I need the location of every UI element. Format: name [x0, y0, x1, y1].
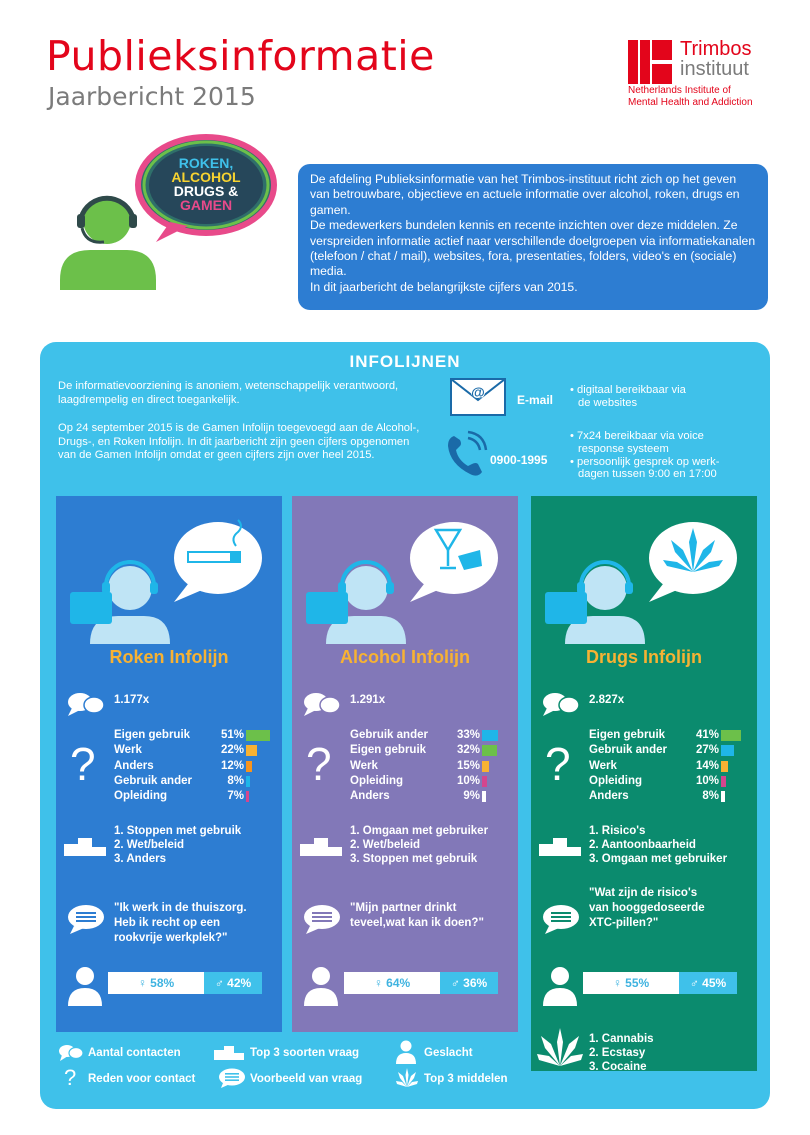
- substance-item: 1. Cannabis: [589, 1033, 654, 1045]
- substance-item: 3. Cocaine: [589, 1061, 647, 1073]
- reason-bar: [246, 745, 257, 756]
- email-bullets: [570, 384, 686, 410]
- reason-percentage: 22%: [220, 744, 244, 757]
- hero-illustration: [60, 130, 300, 320]
- reason-label: Opleiding: [114, 790, 168, 803]
- legend-contacts: Aantal contacten: [88, 1047, 181, 1059]
- reason-row: [589, 743, 719, 758]
- roken-gender-split: [108, 972, 276, 994]
- top3-item: 3. Omgaan met gebruiker: [589, 853, 728, 865]
- roken-example-question: [114, 901, 274, 946]
- svg-text:@: @: [471, 384, 485, 400]
- phone-bullet-2: response systeem: [578, 442, 669, 455]
- substance-item: 2. Ecstasy: [589, 1047, 646, 1059]
- drugs-gender-split: [583, 972, 751, 994]
- top3-item: 2. Wet/beleid: [114, 839, 185, 851]
- question-mark-icon: [306, 738, 332, 790]
- phone-bullet-4: dagen tussen 9:00 en 17:00: [578, 468, 717, 481]
- infolijnen-gamen-note: Op 24 september 2015 is de Gamen Infolijn toegevoegd aan de Alcohol-, Drugs-, en Roken Infolijn. In dit jaarbericht zijn geen cijfers opgenomen van de Gamen Infolijn omdat er geen cijfers zijn over heel 2015.: [58, 422, 420, 462]
- cannabis-speech-bubble-icon: [649, 522, 737, 602]
- quote-line: "Ik werk in de thuiszorg.: [114, 902, 247, 914]
- legend-example: Voorbeeld van vraag: [250, 1073, 363, 1085]
- drugs-operator-illustration: [545, 514, 741, 644]
- reason-percentage: 7%: [227, 790, 244, 803]
- quote-line: "Wat zijn de risico's: [589, 887, 698, 899]
- reason-bar: [721, 745, 734, 756]
- reason-bar: [246, 730, 270, 741]
- reason-row: [350, 728, 480, 743]
- reason-percentage: 9%: [463, 790, 480, 803]
- person-icon: [543, 966, 577, 1006]
- top3-item: 2. Aantoonbaarheid: [589, 839, 696, 851]
- roken-contacts-count: 1.177x: [114, 694, 150, 706]
- phone-label: 0900-1995: [490, 453, 548, 467]
- person-icon: [68, 966, 102, 1006]
- infolijnen-description: De informatievoorziening is anoniem, wetenschappelijk verantwoord, laagdrempelig en direct toegankelijk.: [58, 380, 399, 406]
- top3-item: 1. Stoppen met gebruik: [114, 825, 242, 837]
- cigarette-speech-bubble-icon: [174, 520, 262, 602]
- reason-label: Anders: [114, 759, 154, 772]
- top3-item: 3. Stoppen met gebruik: [350, 853, 478, 865]
- example-question-icon: [541, 904, 581, 934]
- intro-paragraph-2: De medewerkers bundelen kennis en recente inzichten over deze middelen. Ze verspreiden informatie actief naar verschillende doelgroepen via informatiekanalen (telefoon / chat / mail), websites, fora, presentaties, folders, video's en (sociale) media.: [310, 218, 756, 279]
- reason-label: Opleiding: [350, 774, 404, 787]
- page-title: Publieksinformatie: [46, 32, 435, 80]
- reason-bar: [482, 791, 486, 802]
- reason-row: [350, 743, 480, 758]
- reason-percentage: 8%: [702, 790, 719, 803]
- reason-percentage: 10%: [456, 774, 480, 787]
- logo-name-line1: Trimbos: [680, 38, 752, 60]
- reason-label: Eigen gebruik: [114, 729, 191, 741]
- reason-row: [350, 759, 480, 774]
- email-icon: [450, 378, 506, 416]
- top3-item: 1. Risico's: [589, 825, 646, 837]
- logo-sub-line2: Mental Health and Addiction: [628, 97, 753, 108]
- question-mark-icon: [70, 738, 96, 790]
- reason-bar: [482, 776, 487, 787]
- reason-label: Gebruik ander: [114, 774, 192, 787]
- legend-reason: Reden voor contact: [88, 1073, 196, 1085]
- reason-bar: [482, 745, 497, 756]
- reason-row: [114, 774, 244, 789]
- trimbos-logo-mark: [628, 40, 672, 84]
- roken-infolijn-title: Roken Infolijn: [109, 647, 229, 667]
- reason-percentage: 8%: [227, 774, 244, 787]
- reason-percentage: 32%: [456, 744, 480, 757]
- quote-line: Heb ik recht op een: [114, 917, 221, 929]
- male-share: ♂ 42%: [204, 972, 262, 994]
- reason-percentage: 33%: [456, 729, 480, 741]
- phone-bullet-3: • persoonlijk gesprek op werk-: [570, 455, 720, 468]
- intro-paragraph-3: In dit jaarbericht de belangrijkste cijfers van 2015.: [310, 279, 578, 294]
- drugs-infolijn-title: Drugs Infolijn: [586, 647, 702, 667]
- logo-name-line2: instituut: [680, 58, 749, 80]
- top3-item: 2. Wet/beleid: [350, 839, 421, 851]
- reason-bar: [482, 730, 498, 741]
- headset-person-icon: [60, 196, 156, 290]
- contacts-icon: [302, 692, 342, 716]
- podium-icon: [539, 838, 583, 856]
- logo-sub-line1: Netherlands Institute of: [628, 85, 731, 96]
- logo-subtitle: [628, 85, 788, 109]
- headset-person-icon: [306, 562, 406, 644]
- quote-line: van hooggedoseerde: [589, 902, 705, 914]
- reason-percentage: 14%: [695, 759, 719, 772]
- person-icon: [396, 1040, 416, 1064]
- cannabis-leaf-icon: [537, 1028, 583, 1068]
- reason-bar: [246, 791, 249, 802]
- operator-illustration: [60, 130, 300, 320]
- badge-line-1: ROKEN,: [178, 155, 234, 171]
- drugs-top3-substances: [589, 1032, 654, 1074]
- svg-text:?: ?: [70, 738, 96, 790]
- reason-label: Werk: [350, 759, 378, 772]
- reason-percentage: 51%: [220, 729, 244, 741]
- reason-bar: [246, 761, 252, 772]
- badge-line-4: GAMEN: [179, 197, 233, 213]
- quote-line: rookvrije werkplek?": [114, 932, 228, 944]
- reason-label: Eigen gebruik: [589, 729, 666, 741]
- quote-line: teveel,wat kan ik doen?": [350, 917, 484, 929]
- alcohol-infolijn-title: Alcohol Infolijn: [340, 647, 470, 667]
- reason-bar: [721, 761, 728, 772]
- alcohol-contacts-count: 1.291x: [350, 694, 386, 706]
- reason-label: Eigen gebruik: [350, 744, 427, 757]
- reason-row: [589, 774, 719, 789]
- reason-row: [350, 774, 480, 789]
- question-mark-icon: [64, 1066, 80, 1088]
- example-question-icon: [302, 904, 342, 934]
- svg-text:?: ?: [545, 738, 571, 790]
- reason-label: Gebruik ander: [350, 729, 428, 741]
- alcohol-infolijn-column: [292, 496, 518, 1032]
- contacts-icon: [58, 1044, 84, 1062]
- trimbos-logo: [628, 40, 778, 115]
- page-subtitle: Jaarbericht 2015: [48, 82, 256, 111]
- quote-line: XTC-pillen?": [589, 917, 659, 929]
- drugs-example-question: [589, 886, 749, 931]
- reason-percentage: 10%: [695, 774, 719, 787]
- contacts-icon: [541, 692, 581, 716]
- legend-top3: Top 3 soorten vraag: [250, 1047, 360, 1059]
- legend-substances: Top 3 middelen: [424, 1073, 508, 1085]
- email-bullet-1: • digitaal bereikbaar via: [570, 384, 686, 396]
- reason-bar: [721, 730, 741, 741]
- reason-row: [589, 789, 719, 804]
- badge-line-3: DRUGS &: [173, 183, 239, 199]
- email-bullet-2: de websites: [578, 396, 638, 409]
- female-share: ♀ 55%: [583, 972, 679, 994]
- alcohol-gender-split: [344, 972, 512, 994]
- podium-icon: [64, 838, 108, 856]
- podium-icon: [214, 1046, 246, 1060]
- alcohol-operator-illustration: [306, 514, 502, 644]
- reason-row: [114, 728, 244, 743]
- person-icon: [304, 966, 338, 1006]
- cannabis-leaf-icon: [396, 1068, 418, 1088]
- glasses-speech-bubble-icon: [410, 522, 498, 602]
- top3-item: 1. Omgaan met gebruiker: [350, 825, 489, 837]
- reason-bar: [246, 776, 250, 787]
- reason-label: Opleiding: [589, 774, 643, 787]
- headset-person-icon: [545, 562, 645, 644]
- contacts-icon: [66, 692, 106, 716]
- infolijnen-title: INFOLIJNEN: [349, 352, 461, 371]
- female-share: ♀ 58%: [108, 972, 204, 994]
- headset-person-icon: [70, 562, 170, 644]
- email-label: E-mail: [517, 393, 554, 407]
- svg-text:?: ?: [64, 1065, 77, 1090]
- female-share: ♀ 64%: [344, 972, 440, 994]
- reason-label: Anders: [350, 790, 390, 803]
- drugs-infolijn-column: [531, 496, 757, 1071]
- drugs-contacts-count: 2.827x: [589, 694, 625, 706]
- roken-top3-questions: [114, 824, 241, 866]
- reason-bar: [482, 761, 489, 772]
- reason-label: Werk: [589, 759, 617, 772]
- alcohol-top3-questions: [350, 824, 488, 866]
- reason-bar: [721, 791, 725, 802]
- roken-operator-illustration: [70, 514, 266, 644]
- reason-label: Werk: [114, 744, 142, 757]
- male-share: ♂ 36%: [440, 972, 498, 994]
- intro-paragraph-1: De afdeling Publieksinformatie van het Trimbos-instituut richt zich op het geven van betrouwbare, objectieve en actuele informatie over alcohol, roken, drugs en gamen.: [310, 172, 740, 217]
- quote-line: "Mijn partner drinkt: [350, 902, 457, 914]
- reason-row: [589, 728, 719, 743]
- reason-row: [114, 789, 244, 804]
- svg-text:?: ?: [306, 738, 332, 790]
- topic-badge: [138, 137, 274, 242]
- male-share: ♂ 45%: [679, 972, 737, 994]
- podium-icon: [300, 838, 344, 856]
- phone-bullet-1: • 7x24 bereikbaar via voice: [570, 430, 704, 442]
- reason-row: [350, 789, 480, 804]
- drugs-top3-questions: [589, 824, 727, 866]
- example-question-icon: [66, 904, 106, 934]
- reason-label: Gebruik ander: [589, 744, 667, 757]
- reason-percentage: 12%: [220, 759, 244, 772]
- alcohol-example-question: [350, 901, 510, 931]
- reason-percentage: 15%: [456, 759, 480, 772]
- phone-icon: [446, 432, 486, 478]
- reason-row: [114, 743, 244, 758]
- example-question-icon: [218, 1068, 246, 1088]
- reason-row: [114, 759, 244, 774]
- legend-gender: Geslacht: [424, 1047, 473, 1059]
- question-mark-icon: [545, 738, 571, 790]
- top3-item: 3. Anders: [114, 853, 166, 865]
- reason-percentage: 27%: [695, 744, 719, 757]
- reason-label: Anders: [589, 790, 629, 803]
- phone-bullets: [570, 430, 719, 481]
- reason-bar: [721, 776, 726, 787]
- badge-line-2: ALCOHOL: [171, 169, 241, 185]
- intro-box: [298, 164, 768, 310]
- reason-percentage: 41%: [695, 729, 719, 741]
- reason-row: [589, 759, 719, 774]
- roken-infolijn-column: [56, 496, 282, 1032]
